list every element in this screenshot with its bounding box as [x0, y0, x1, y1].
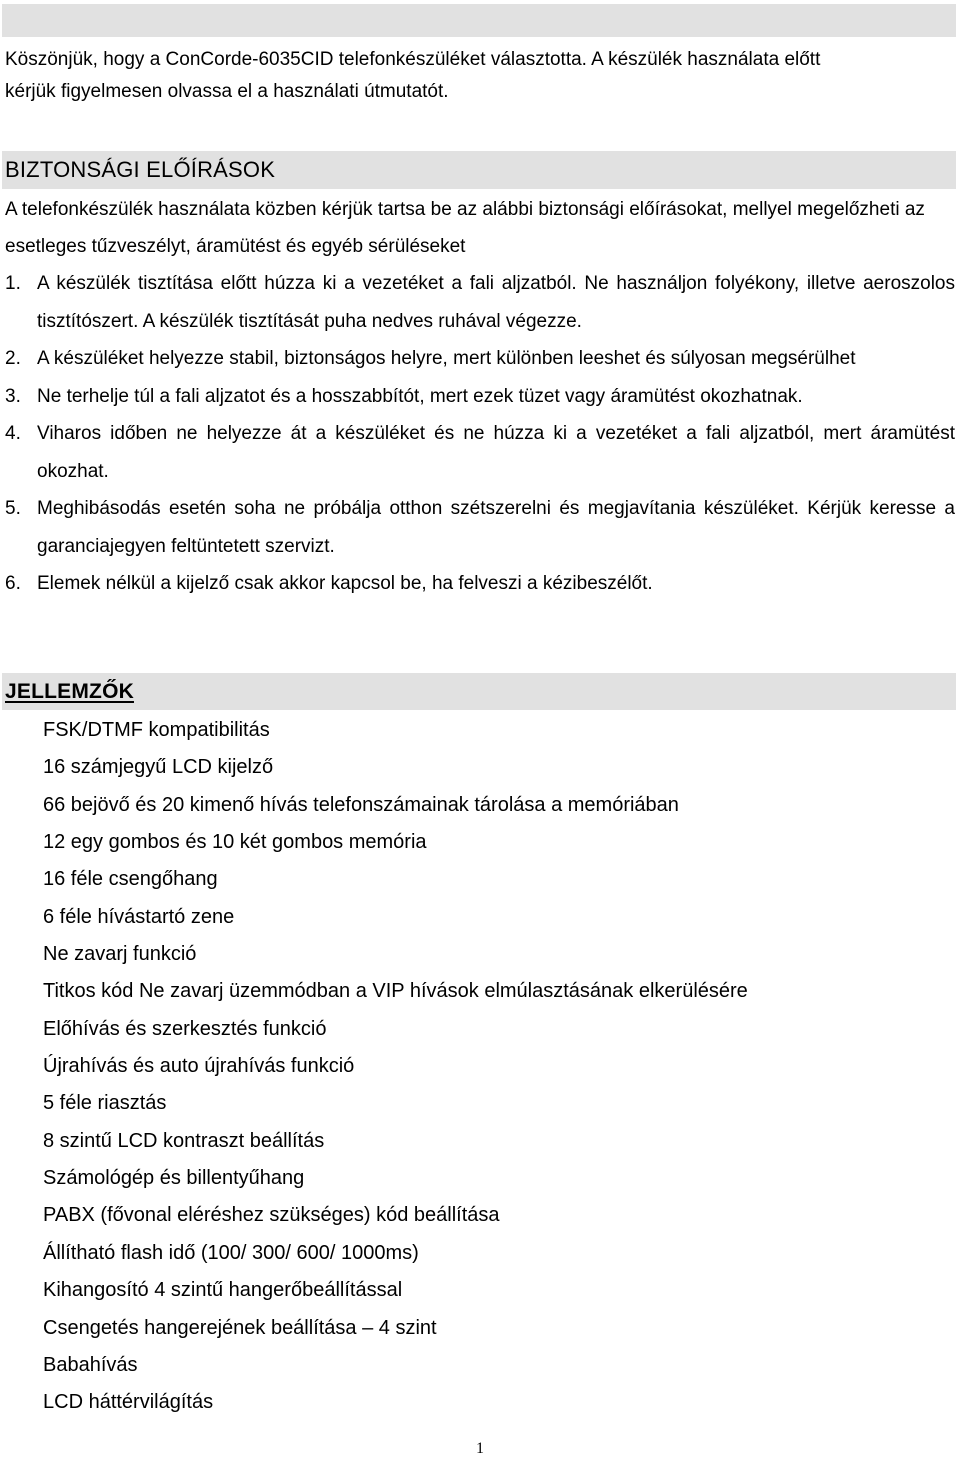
feature-item: 5 féle riasztás	[43, 1092, 167, 1115]
rule-number: 4.	[5, 423, 21, 444]
rule-number: 6.	[5, 573, 21, 594]
feature-item: Csengetés hangerejének beállítása – 4 szint	[43, 1316, 437, 1339]
feature-item: 16 számjegyű LCD kijelző	[43, 756, 274, 779]
safety-rule	[5, 340, 955, 378]
rule-number: 3.	[5, 385, 21, 407]
feature-item: Állítható flash idő (100/ 300/ 600/ 1000ms)	[43, 1241, 419, 1264]
safety-rule	[5, 565, 955, 603]
rule-number: 5.	[5, 498, 21, 519]
feature-item: 66 bejövő és 20 kimenő hívás telefonszámainak tárolása a memóriában	[43, 793, 679, 816]
feature-item: Számológép és billentyűhang	[43, 1167, 305, 1190]
safety-rule	[5, 415, 955, 490]
safety-rules-list	[5, 265, 955, 603]
feature-item: 16 féle csengőhang	[43, 868, 218, 891]
feature-item: 8 szintű LCD kontraszt beállítás	[43, 1129, 325, 1152]
features-heading: JELLEMZŐK	[5, 680, 134, 703]
rule-number: 1.	[5, 273, 21, 294]
intro-line: Köszönjük, hogy a ConCorde-6035CID telefonkészüléket választotta. A készülék használata előtt	[5, 49, 821, 70]
safety-rule	[5, 378, 955, 416]
features-list	[43, 712, 943, 1422]
rule-number: 2.	[5, 348, 21, 369]
feature-item: PABX (fővonal eléréshez szükséges) kód beállítása	[43, 1204, 500, 1227]
feature-item: Babahívás	[43, 1353, 138, 1376]
rule-text: A készüléket helyezze stabil, biztonságos helyre, mert különben leeshet és súlyosan megsérülhet	[37, 348, 856, 369]
feature-item: Előhívás és szerkesztés funkció	[43, 1017, 327, 1040]
rule-text: Ne terhelje túl a fali aljzatot és a hosszabbítót, mert ezek tüzet vagy áramütést okozhatnak.	[37, 385, 803, 407]
header-band	[2, 4, 956, 37]
rule-text: Elemek nélkül a kijelző csak akkor kapcsol be, ha felveszi a kézibeszélőt.	[37, 573, 653, 594]
feature-item: 12 egy gombos és 10 két gombos memória	[43, 831, 427, 854]
feature-item: Kihangosító 4 szintű hangerőbeállítással	[43, 1279, 403, 1302]
feature-item: LCD háttérvilágítás	[43, 1391, 214, 1414]
safety-rule	[5, 265, 955, 340]
rule-text: Meghibásodás esetén soha ne próbálja otthon szétszerelni és megjavítania készüléket. Kérjük keresse a garanciajegyen feltüntetett szervizt.	[37, 498, 955, 557]
safety-intro-text: A telefonkészülék használata közben kérjük tartsa be az alábbi biztonsági előírásokat, mellyel megelőzheti az esetleges tűzveszélyt, áramütést és egyéb sérüléseket	[5, 199, 925, 257]
safety-rule	[5, 490, 955, 565]
intro-line: kérjük figyelmesen olvassa el a használati útmutatót.	[5, 81, 449, 102]
rule-text: A készülék tisztítása előtt húzza ki a vezetéket a fali aljzatból. Ne használjon folyékony, illetve aeroszolos tisztítószert. A készülék tisztítását puha nedves ruhával végezze.	[37, 273, 955, 332]
feature-item: FSK/DTMF kompatibilitás	[43, 719, 270, 741]
feature-item: Ne zavarj funkció	[43, 943, 197, 966]
rule-text: Viharos időben ne helyezze át a készüléket és ne húzza ki a vezetéket a fali aljzatból, mert áramütést okozhat.	[37, 423, 955, 482]
features-heading-band	[2, 673, 956, 710]
feature-item: Titkos kód Ne zavarj üzemmódban a VIP hívások elmúlasztásának elkerülésére	[43, 980, 748, 1003]
page-number: 1	[476, 1440, 484, 1457]
feature-item: Újrahívás és auto újrahívás funkció	[43, 1055, 355, 1078]
feature-item: 6 féle hívástartó zene	[43, 905, 235, 928]
intro-paragraph	[5, 44, 955, 108]
safety-heading: BIZTONSÁGI ELŐÍRÁSOK	[5, 157, 276, 182]
